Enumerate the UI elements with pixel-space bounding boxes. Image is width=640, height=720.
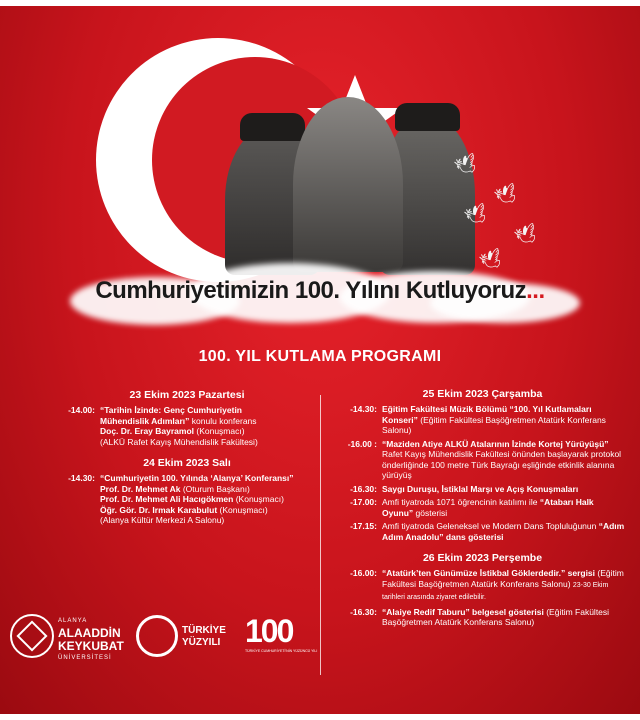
logo-text-line1: TÜRKİYE [182,625,226,636]
university-crest-icon [10,614,54,658]
event-time: -14.00: [68,405,95,415]
event-title: “Maziden Atiye ALKÜ Atalarının İzinde Kortej Yürüyüşü” [382,438,609,449]
main-title-text: Cumhuriyetimizin 100. Yılını Kutluyoruz [95,277,527,304]
footer-logos [0,605,640,675]
dove-icon: 🕊 [492,181,521,209]
event-item [340,568,625,604]
bottom-border [0,714,640,720]
event-body [382,521,625,542]
event-detail: (Eğitim Fakültesi Başöğretmen Atatürk Konferans Salonu) [382,606,610,627]
event-item [340,521,625,542]
kalpak-hat-icon [395,103,460,131]
schedule-left-column [58,387,316,529]
speaker-role: (Konuşmacı) [194,426,245,436]
speaker-name: Doç. Dr. Eray Bayramol [100,426,195,436]
university-logo [8,610,133,670]
day-heading-24: 24 Ekim 2023 Salı [143,457,231,469]
dove-icon: 🕊 [462,201,491,229]
crest-diamond [16,620,47,651]
program-title: 100. YIL KUTLAMA PROGRAMI [198,348,442,365]
event-body [100,473,316,526]
event-title-line: “Tarihin İzinde: Genç Cumhuriyetin [100,405,242,415]
main-title-dots: ... [526,277,545,304]
event-detail: Rafet Kayış Mühendislik Fakültesi önünden başlayarak protokol önderliğinde 100 metre Türk Bayrağı eşliğinde etkinlik alanına yürüyüş [382,449,622,480]
event-item [340,439,625,481]
event-title: Eğitim Fakültesi Müzik Bölümü “100. Yıl Kutlamaları Konseri” [382,404,592,425]
speaker-name: Prof. Dr. Mehmet Ali Hacıgökmen [100,494,234,504]
event-detail: (Eğitim Fakültesi Başöğretmen Atatürk Konferans Salonu) [382,414,606,435]
event-body [382,404,625,436]
event-title: dans gösterisi [443,531,504,542]
event-body [100,405,316,447]
logo-text-top: ALANYA [58,618,88,624]
event-item [58,473,316,526]
event-time: -16.00: [350,568,377,578]
speaker-role: (Oturum Başkanı) [180,483,250,494]
event-time: -14.30: [350,404,377,414]
centennial-caption: TÜRKİYE CUMHURİYETİ'NİN YÜZÜNCÜ YILI [245,649,318,653]
day-heading-23: 23 Ekim 2023 Pazartesi [129,389,245,401]
event-title: “Alaiye Redif Taburu” belgesel gösterisi [382,606,544,617]
speaker-role: (Konuşmacı) [217,504,268,515]
event-venue: (Alanya Kültür Merkezi A Salonu) [100,515,225,525]
speaker-name: Öğr. Gör. Dr. Irmak Karabulut [100,504,218,515]
event-item [340,484,625,495]
schedule-right-column [340,386,625,631]
dove-icon: 🕊 [477,246,506,274]
logo-text-bottom: ÜNİVERSİTESİ [58,655,112,661]
event-title-line: Mühendislik Adımları” [100,415,190,426]
event-title: “Atabarı Halk Oyunu” [382,497,594,518]
event-detail: konulu konferans [189,415,257,426]
event-time: -16.30: [350,483,377,494]
event-body [382,484,625,495]
event-detail: (Eğitim Fakültesi Başöğretmen Atatürk Konferans Salonu) [382,568,624,589]
event-item [340,404,625,436]
event-title-line: “Cumhuriyetin 100. Yılında ‘Alanya’ Konferansı” [100,473,294,483]
dove-icon: 🕊 [452,151,481,179]
event-title: Saygı Duruşu, İstiklal Marşı ve Açış Konuşmaları [382,483,579,494]
event-detail: Amfi tiyatroda Geleneksel ve Modern Dans Topluluğunun [382,521,599,531]
day-heading-26: 26 Ekim 2023 Perşembe [422,552,543,564]
dove-icon: 🕊 [512,221,541,249]
logo-text-line1: ALAADDİN [58,626,121,640]
event-time: -14.30: [68,473,95,483]
centennial-logo [245,613,325,668]
event-title: “Adım Adım Anadolu” [382,521,625,542]
turkiye-yuzyili-logo [136,613,236,668]
kalpak-hat-icon [240,113,305,141]
event-time: -17.15: [350,521,377,531]
event-time: -17.00: [350,497,377,507]
event-time: -16.00 : [347,438,377,449]
turkiye-ring-icon [136,615,178,657]
event-title: “Atatürk’ten Günümüze İstikbal Göklerdedir.” sergisi [382,568,596,578]
event-time: -16.30: [350,606,377,617]
event-item [58,405,316,447]
speaker-role: (Konuşmacı) [233,494,284,504]
day-heading-25: 25 Ekim 2023 Çarşamba [422,388,543,400]
event-body [382,439,625,481]
event-detail: gösterisi [413,507,448,518]
event-body [382,568,625,604]
event-venue: (ALKÜ Rafet Kayış Mühendislik Fakültesi) [100,436,258,447]
main-title [0,277,640,305]
event-detail: Amfi tiyatroda 1071 öğrencinin katılımı ile [382,497,540,507]
logo-text-line2: KEYKUBAT [58,639,124,653]
event-item [340,497,625,518]
logo-text-line2: YÜZYILI [182,637,221,648]
event-note: 23-30 Ekim tarihleri arasında ziyaret edilebilir. [382,581,609,601]
centennial-number: 100 [245,613,293,649]
speaker-name: Prof. Dr. Mehmet Ak [100,483,181,494]
event-body [382,497,625,518]
